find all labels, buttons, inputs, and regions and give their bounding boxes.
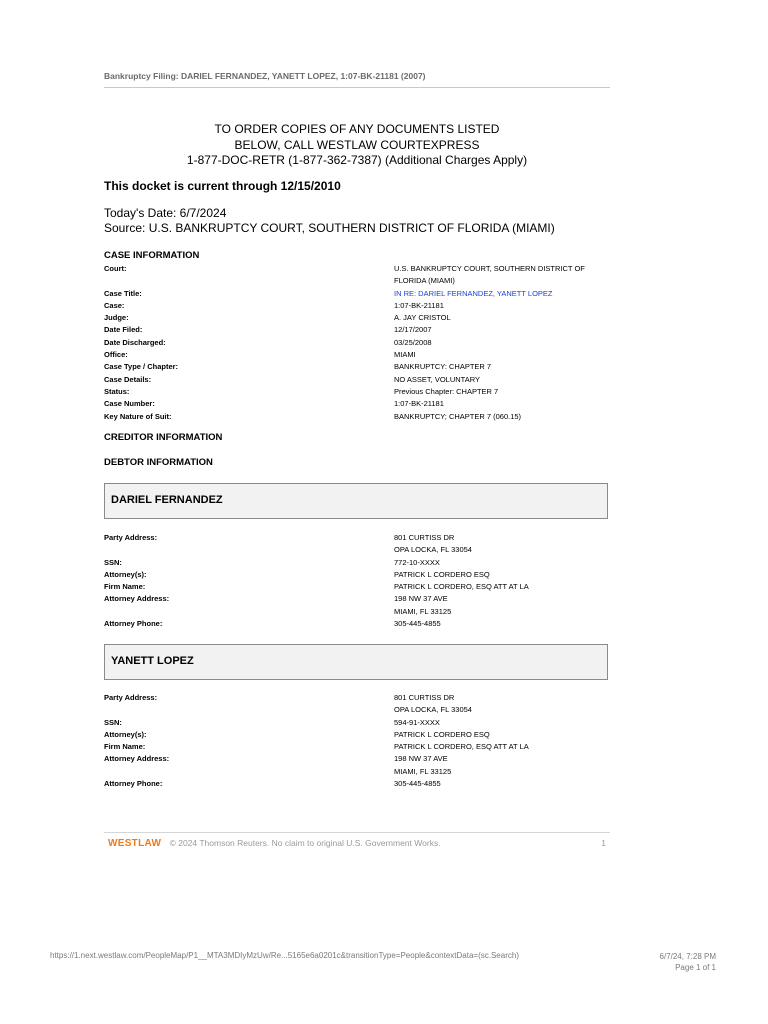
case-information-table <box>104 263 614 423</box>
debtor-label: Attorney Address: <box>104 754 170 764</box>
case-info-value: Previous Chapter: CHAPTER 7 <box>394 386 499 396</box>
case-info-label: Status: <box>104 386 130 396</box>
westlaw-logo: WESTLAW <box>108 838 162 849</box>
debtor-value: 594-91-XXXX <box>394 717 440 727</box>
debtor-label: Attorney Address: <box>104 594 170 604</box>
date-source-block <box>104 206 555 236</box>
print-url: https://1.next.westlaw.com/PeopleMap/P1__MTA3MDIyMzUw/Re...5165e6a0201c&transitionType=People&contextData=(sc.Search) <box>50 951 519 960</box>
copyright-notice: © 2024 Thomson Reuters. No claim to original U.S. Government Works. <box>169 838 441 848</box>
case-info-value: NO ASSET, VOLUNTARY <box>394 374 480 384</box>
order-notice-line-3: 1-877-DOC-RETR (1-877-362-7387) (Additional Charges Apply) <box>186 153 528 167</box>
source: Source: U.S. BANKRUPTCY COURT, SOUTHERN DISTRICT OF FLORIDA (MIAMI) <box>104 221 555 235</box>
debtor-value: OPA LOCKA, FL 33054 <box>394 545 472 555</box>
case-info-row <box>104 288 614 300</box>
case-info-value: FLORIDA (MIAMI) <box>394 276 455 286</box>
case-info-row <box>104 398 614 410</box>
debtor-row <box>104 593 614 605</box>
case-info-value: BANKRUPTCY; CHAPTER 7 (060.15) <box>394 411 522 421</box>
case-info-row <box>104 349 614 361</box>
case-info-label: Case: <box>104 300 125 310</box>
debtor-value: MIAMI, FL 33125 <box>394 766 452 776</box>
debtor-value: 305-445-4855 <box>394 619 441 629</box>
docket-current-through: This docket is current through 12/15/2010 <box>104 179 341 193</box>
print-datetime: 6/7/24, 7:28 PM <box>659 952 716 961</box>
case-info-value: U.S. BANKRUPTCY COURT, SOUTHERN DISTRICT OF <box>394 264 585 273</box>
debtor-value: 305-445-4855 <box>394 779 441 789</box>
debtor-row <box>104 581 614 593</box>
debtor-value: OPA LOCKA, FL 33054 <box>394 705 472 715</box>
debtor-label: Attorney Phone: <box>104 779 163 789</box>
case-info-row <box>104 312 614 324</box>
case-info-label: Case Number: <box>104 399 155 409</box>
order-notice-line-2: BELOW, CALL WESTLAW COURTEXPRESS <box>234 137 480 152</box>
debtor-label <box>104 606 394 618</box>
case-info-value: BANKRUPTCY: CHAPTER 7 <box>394 362 492 372</box>
case-info-label: Judge: <box>104 313 129 323</box>
order-copies-notice <box>104 122 610 169</box>
debtor-row <box>104 606 614 618</box>
case-info-label: Key Nature of Suit: <box>104 411 172 421</box>
debtor-details-table <box>104 532 614 630</box>
debtor-row <box>104 569 614 581</box>
debtor-value: 198 NW 37 AVE <box>394 594 448 604</box>
debtor-label: Attorney Phone: <box>104 619 163 629</box>
debtor-value: MIAMI, FL 33125 <box>394 606 452 616</box>
debtor-row <box>104 704 614 716</box>
debtor-value: 801 CURTISS DR <box>394 533 455 542</box>
case-info-value: A. JAY CRISTOL <box>394 313 451 323</box>
case-info-row <box>104 374 614 386</box>
case-info-label: Date Filed: <box>104 325 143 335</box>
debtor-name: DARIEL FERNANDEZ <box>111 494 223 506</box>
debtor-value: PATRICK L CORDERO, ESQ ATT AT LA <box>394 742 529 752</box>
debtor-label: Party Address: <box>104 693 158 702</box>
todays-date: Today's Date: 6/7/2024 <box>104 206 227 220</box>
debtor-row <box>104 532 614 544</box>
debtor-row <box>104 729 614 741</box>
debtor-label: SSN: <box>104 557 122 567</box>
case-title-link[interactable]: IN RE: DARIEL FERNANDEZ, YANETT LOPEZ <box>394 288 553 298</box>
case-info-value: 03/25/2008 <box>394 337 432 347</box>
case-info-value: 1:07-BK-21181 <box>394 300 444 310</box>
debtor-label: Firm Name: <box>104 582 146 592</box>
debtor-label <box>104 766 394 778</box>
debtor-information-heading: DEBTOR INFORMATION <box>104 457 213 468</box>
debtor-value: 772-10-XXXX <box>394 557 440 567</box>
debtor-value: 801 CURTISS DR <box>394 693 455 702</box>
case-info-row <box>104 324 614 336</box>
case-info-row <box>104 337 614 349</box>
debtor-value: PATRICK L CORDERO ESQ <box>394 729 490 739</box>
debtor-row <box>104 753 614 765</box>
debtor-row <box>104 741 614 753</box>
debtor-value: PATRICK L CORDERO, ESQ ATT AT LA <box>394 582 529 592</box>
case-info-label: Case Details: <box>104 374 152 384</box>
case-info-row <box>104 300 614 312</box>
debtor-label <box>104 704 394 716</box>
case-info-value: 1:07-BK-21181 <box>394 399 444 409</box>
debtor-name-box <box>104 644 608 680</box>
debtor-name-box <box>104 483 608 519</box>
case-info-row <box>104 386 614 398</box>
case-info-label: Office: <box>104 350 128 360</box>
case-info-label <box>104 275 394 287</box>
print-stamp <box>660 951 716 973</box>
debtor-row <box>104 778 614 790</box>
debtor-row <box>104 766 614 778</box>
case-info-label: Date Discharged: <box>104 337 166 347</box>
debtor-row <box>104 618 614 630</box>
debtor-label <box>104 544 394 556</box>
debtor-row <box>104 544 614 556</box>
case-info-value: MIAMI <box>394 350 416 360</box>
debtor-row <box>104 692 614 704</box>
case-info-label: Court: <box>104 264 127 273</box>
case-info-row <box>104 411 614 423</box>
page-footer <box>104 832 610 849</box>
debtor-label: Attorney(s): <box>104 729 147 739</box>
debtor-row <box>104 717 614 729</box>
debtor-label: Attorney(s): <box>104 569 147 579</box>
case-info-label: Case Title: <box>104 288 142 298</box>
document-header-title: Bankruptcy Filing: DARIEL FERNANDEZ, YANETT LOPEZ, 1:07-BK-21181 (2007) <box>104 71 610 88</box>
debtor-name: YANETT LOPEZ <box>111 655 194 667</box>
case-information-heading: CASE INFORMATION <box>104 250 200 261</box>
debtor-details-table <box>104 692 614 790</box>
order-notice-line-1: TO ORDER COPIES OF ANY DOCUMENTS LISTED <box>214 122 500 136</box>
debtor-label: Firm Name: <box>104 742 146 752</box>
debtor-row <box>104 557 614 569</box>
debtor-value: PATRICK L CORDERO ESQ <box>394 569 490 579</box>
case-info-row <box>104 361 614 373</box>
case-info-row <box>104 263 614 275</box>
page-number: 1 <box>601 838 606 848</box>
print-page-count: Page 1 of 1 <box>675 963 716 972</box>
debtor-label: SSN: <box>104 717 122 727</box>
debtor-label: Party Address: <box>104 533 158 542</box>
creditor-information-heading: CREDITOR INFORMATION <box>104 432 223 443</box>
case-info-label: Case Type / Chapter: <box>104 362 179 372</box>
debtor-value: 198 NW 37 AVE <box>394 754 448 764</box>
case-info-row <box>104 275 614 287</box>
case-info-value: 12/17/2007 <box>394 325 432 335</box>
